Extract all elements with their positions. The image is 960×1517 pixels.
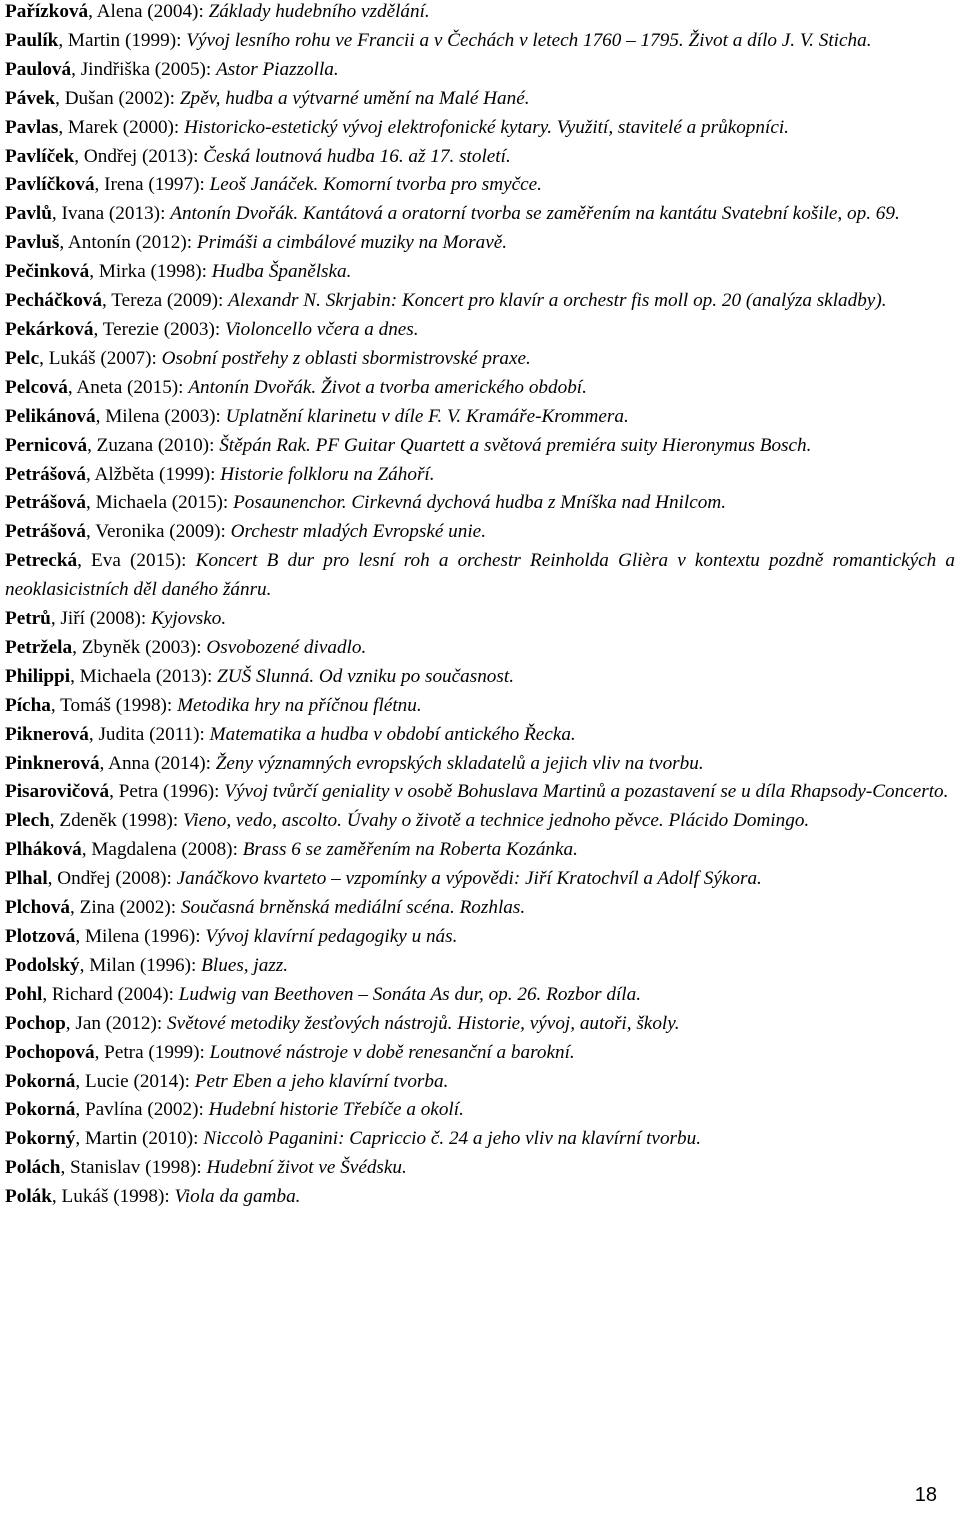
thesis-title: ZUŠ Slunná. Od vzniku po současnost. bbox=[217, 665, 514, 687]
thesis-title: Kyjovsko. bbox=[151, 608, 227, 630]
author-surname: Plchová bbox=[5, 897, 71, 919]
bibliography-entry bbox=[5, 403, 955, 432]
author-surname: Plháková bbox=[5, 839, 82, 861]
author-surname: Pavlů bbox=[5, 203, 52, 225]
author-surname: Pelikánová bbox=[5, 405, 96, 427]
author-firstname-year: , Michaela (2015): bbox=[86, 492, 234, 514]
author-surname: Paulová bbox=[5, 58, 72, 80]
author-surname: Pavlas bbox=[5, 116, 59, 138]
thesis-title: Vieno, vedo, ascolto. Úvahy o životě a technice jednoho pěvce. Plácido Domingo. bbox=[182, 810, 810, 832]
author-surname: Pohl bbox=[5, 983, 43, 1005]
author-firstname-year: , Milan (1996): bbox=[79, 954, 202, 976]
thesis-title: Historicko-estetický vývoj elektrofonické kytary. Využití, stavitelé a průkopníci. bbox=[184, 116, 789, 138]
bibliography-entry bbox=[5, 27, 955, 56]
author-surname: Pisarovičová bbox=[5, 781, 110, 803]
author-surname: Pařízková bbox=[5, 1, 89, 22]
author-firstname-year: , Zina (2002): bbox=[70, 897, 181, 919]
bibliography-entry bbox=[5, 1183, 955, 1212]
bibliography-entry bbox=[5, 143, 955, 172]
author-firstname-year: , Ondřej (2013): bbox=[74, 145, 204, 167]
author-firstname-year: , Zdeněk (1998): bbox=[49, 810, 183, 832]
author-surname: Pochopová bbox=[5, 1041, 95, 1063]
bibliography-entry bbox=[5, 316, 955, 345]
author-firstname-year: , Mirka (1998): bbox=[89, 261, 212, 283]
thesis-title: Violoncello včera a dnes. bbox=[224, 318, 419, 340]
bibliography-entry bbox=[5, 432, 955, 461]
author-firstname-year: , Magdalena (2008): bbox=[81, 839, 243, 861]
author-surname: Petrů bbox=[5, 608, 51, 630]
bibliography-entry bbox=[5, 345, 955, 374]
author-surname: Paulík bbox=[5, 29, 59, 51]
author-surname: Pavlíčková bbox=[5, 174, 95, 196]
bibliography-entry bbox=[5, 981, 955, 1010]
bibliography-entry bbox=[5, 229, 955, 258]
author-surname: Pícha bbox=[5, 694, 51, 716]
author-surname: Pečinková bbox=[5, 261, 90, 283]
bibliography-entry bbox=[5, 287, 955, 316]
author-firstname-year: , Petra (1999): bbox=[94, 1041, 210, 1063]
bibliography-entry bbox=[5, 1039, 955, 1068]
author-firstname-year: , Marek (2000): bbox=[58, 116, 185, 138]
author-surname: Podolský bbox=[5, 954, 80, 976]
author-surname: Pinknerová bbox=[5, 752, 100, 774]
thesis-title: Primáši a cimbálové muziky na Moravě. bbox=[196, 232, 508, 254]
bibliography-entry bbox=[5, 489, 955, 518]
thesis-title: Antonín Dvořák. Život a tvorba amerického období. bbox=[188, 376, 587, 398]
thesis-title: Štěpán Rak. PF Guitar Quartett a světová premiéra suity Hieronymus Bosch. bbox=[219, 434, 812, 456]
author-firstname-year: , Richard (2004): bbox=[42, 983, 179, 1005]
author-firstname-year: , Ivana (2013): bbox=[51, 203, 171, 225]
author-firstname-year: , Alena (2004): bbox=[88, 1, 209, 22]
author-surname: Pokorná bbox=[5, 1070, 76, 1092]
thesis-title: Současná brněnská mediální scéna. Rozhlas. bbox=[180, 897, 526, 919]
bibliography-entry bbox=[5, 836, 955, 865]
thesis-title: Alexandr N. Skrjabin: Koncert pro klavír a orchestr fis moll op. 20 (analýza skladby). bbox=[228, 290, 887, 312]
author-surname: Pelcová bbox=[5, 376, 68, 398]
author-firstname-year: , Veronika (2009): bbox=[86, 521, 231, 543]
thesis-title: Osobní postřehy z oblasti sbormistrovské praxe. bbox=[161, 347, 531, 369]
author-firstname-year: , Stanislav (1998): bbox=[60, 1157, 207, 1179]
bibliography-entry bbox=[5, 200, 955, 229]
bibliography-entry bbox=[5, 721, 955, 750]
author-firstname-year: , Tomáš (1998): bbox=[50, 694, 178, 716]
author-firstname-year: , Martin (2010): bbox=[75, 1128, 204, 1150]
thesis-title: Orchestr mladých Evropské unie. bbox=[230, 521, 486, 543]
author-firstname-year: , Jiří (2008): bbox=[50, 608, 152, 630]
author-firstname-year: , Dušan (2002): bbox=[55, 87, 180, 109]
thesis-title: Antonín Dvořák. Kantátová a oratorní tvorba se zaměřením na kantátu Svatební košile, op. 69. bbox=[170, 203, 900, 225]
bibliography-entry bbox=[5, 865, 955, 894]
author-firstname-year: , Irena (1997): bbox=[94, 174, 210, 196]
author-firstname-year: , Eva (2015): bbox=[77, 550, 196, 572]
author-firstname-year: , Alžběta (1999): bbox=[86, 463, 221, 485]
author-surname: Plotzová bbox=[5, 926, 76, 947]
author-firstname-year: , Terezie (2003): bbox=[93, 318, 225, 340]
bibliography-entry bbox=[5, 547, 955, 605]
author-surname: Pokorný bbox=[5, 1128, 76, 1150]
bibliography-list bbox=[5, 0, 955, 1212]
author-surname: Pernicová bbox=[5, 434, 88, 456]
bibliography-entry bbox=[5, 807, 955, 836]
bibliography-entry bbox=[5, 85, 955, 114]
thesis-title: Posaunenchor. Cirkevná dychová hudba z Mníška nad Hnilcom. bbox=[233, 492, 726, 514]
bibliography-entry bbox=[5, 1068, 955, 1097]
thesis-title: Hudební život ve Švédsku. bbox=[206, 1157, 407, 1179]
author-surname: Plhal bbox=[5, 868, 48, 890]
page-number: 18 bbox=[914, 1484, 937, 1506]
thesis-title: Niccolò Paganini: Capriccio č. 24 a jeho vliv na klavírní tvorbu. bbox=[203, 1128, 701, 1150]
bibliography-entry bbox=[5, 1154, 955, 1183]
thesis-title: Brass 6 se zaměřením na Roberta Kozánka. bbox=[242, 839, 578, 861]
author-surname: Pekárková bbox=[5, 318, 94, 340]
author-surname: Philippi bbox=[5, 665, 71, 687]
thesis-title: Leoš Janáček. Komorní tvorba pro smyčce. bbox=[209, 174, 542, 196]
thesis-title: Loutnové nástroje v době renesanční a barokní. bbox=[209, 1041, 575, 1063]
author-firstname-year: , Zbyněk (2003): bbox=[72, 636, 207, 658]
author-surname: Polák bbox=[5, 1186, 52, 1208]
bibliography-entry bbox=[5, 518, 955, 547]
author-surname: Pavlíček bbox=[5, 145, 75, 167]
author-surname: Pochop bbox=[5, 1012, 66, 1034]
bibliography-entry bbox=[5, 56, 955, 85]
bibliography-entry bbox=[5, 461, 955, 490]
thesis-title: Astor Piazzolla. bbox=[216, 58, 339, 80]
bibliography-entry bbox=[5, 952, 955, 981]
author-surname: Pelc bbox=[5, 347, 40, 369]
thesis-title: Vývoj tvůrčí geniality v osobě Bohuslava Martinů a pozastavení se u díla Rhapsody-Concerto. bbox=[224, 781, 949, 803]
thesis-title: Ženy významných evropských skladatelů a jejich vliv na tvorbu. bbox=[215, 752, 704, 774]
thesis-title: Petr Eben a jeho klavírní tvorba. bbox=[194, 1070, 449, 1092]
author-firstname-year: , Michaela (2013): bbox=[70, 665, 218, 687]
thesis-title: Vývoj klavírní pedagogiky u nás. bbox=[205, 926, 458, 947]
thesis-title: Historie folkloru na Záhoří. bbox=[220, 463, 435, 485]
author-firstname-year: , Lucie (2014): bbox=[75, 1070, 195, 1092]
thesis-title: Viola da gamba. bbox=[174, 1186, 301, 1208]
author-surname: Pokorná bbox=[5, 1099, 76, 1121]
bibliography-entry bbox=[5, 0, 955, 27]
thesis-title: Základy hudebního vzdělání. bbox=[208, 1, 430, 22]
thesis-title: Ludwig van Beethoven – Sonáta As dur, op. 26. Rozbor díla. bbox=[178, 983, 642, 1005]
thesis-title: Osvobozené divadlo. bbox=[206, 636, 367, 658]
author-surname: Petrecká bbox=[5, 550, 78, 572]
author-firstname-year: , Zuzana (2010): bbox=[87, 434, 220, 456]
bibliography-entry bbox=[5, 634, 955, 663]
thesis-title: Blues, jazz. bbox=[201, 954, 289, 976]
thesis-title: Světové metodiky žesťových nástrojů. Historie, vývoj, autoři, školy. bbox=[167, 1012, 680, 1034]
bibliography-entry bbox=[5, 692, 955, 721]
author-firstname-year: , Ondřej (2008): bbox=[47, 868, 177, 890]
bibliography-entry bbox=[5, 171, 955, 200]
author-firstname-year: , Pavlína (2002): bbox=[75, 1099, 209, 1121]
bibliography-entry bbox=[5, 894, 955, 923]
thesis-title: Uplatnění klarinetu v díle F. V. Kramáře-Krommera. bbox=[225, 405, 629, 427]
bibliography-entry bbox=[5, 374, 955, 403]
bibliography-entry bbox=[5, 605, 955, 634]
author-surname: Pávek bbox=[5, 87, 56, 109]
bibliography-entry bbox=[5, 1125, 955, 1154]
bibliography-entry bbox=[5, 778, 955, 807]
thesis-title: Koncert B dur pro lesní roh a orchestr Reinholda Glièra v kontextu pozdně romantických a neoklasicistních děl daného žánru. bbox=[5, 550, 955, 601]
bibliography-entry bbox=[5, 114, 955, 143]
author-firstname-year: , Anna (2014): bbox=[99, 752, 216, 774]
thesis-title: Vývoj lesního rohu ve Francii a v Čechách v letech 1760 – 1795. Život a dílo J. V. Sticha. bbox=[186, 29, 872, 51]
author-surname: Pecháčková bbox=[5, 290, 102, 312]
bibliography-entry bbox=[5, 258, 955, 287]
author-firstname-year: , Aneta (2015): bbox=[67, 376, 189, 398]
author-surname: Polách bbox=[5, 1157, 61, 1179]
author-surname: Petržela bbox=[5, 636, 73, 658]
author-firstname-year: , Martin (1999): bbox=[58, 29, 187, 51]
author-firstname-year: , Lukáš (1998): bbox=[51, 1186, 175, 1208]
thesis-title: Česká loutnová hudba 16. až 17. století. bbox=[203, 145, 511, 167]
author-firstname-year: , Lukáš (2007): bbox=[39, 347, 162, 369]
author-surname: Plech bbox=[5, 810, 50, 832]
thesis-title: Metodika hry na příčnou flétnu. bbox=[177, 694, 422, 716]
bibliography-entry bbox=[5, 1096, 955, 1125]
thesis-title: Hudba Španělska. bbox=[211, 261, 352, 283]
author-firstname-year: , Tereza (2009): bbox=[102, 290, 229, 312]
author-surname: Petrášová bbox=[5, 492, 86, 514]
bibliography-entry bbox=[5, 1010, 955, 1039]
author-firstname-year: , Jindřiška (2005): bbox=[71, 58, 217, 80]
thesis-title: Matematika a hudba v období antického Řecka. bbox=[209, 723, 576, 745]
author-surname: Petrášová bbox=[5, 521, 86, 543]
bibliography-entry bbox=[5, 750, 955, 779]
author-firstname-year: , Petra (1996): bbox=[109, 781, 225, 803]
author-firstname-year: , Jan (2012): bbox=[65, 1012, 168, 1034]
author-firstname-year: , Milena (1996): bbox=[75, 926, 206, 947]
thesis-title: Janáčkovo kvarteto – vzpomínky a výpovědi: Jiří Kratochvíl a Adolf Sýkora. bbox=[176, 868, 762, 890]
author-surname: Petrášová bbox=[5, 463, 86, 485]
author-surname: Piknerová bbox=[5, 723, 89, 745]
thesis-title: Zpěv, hudba a výtvarné umění na Malé Hané. bbox=[179, 87, 530, 109]
author-surname: Pavluš bbox=[5, 232, 60, 254]
thesis-title: Hudební historie Třebíče a okolí. bbox=[208, 1099, 464, 1121]
author-firstname-year: , Antonín (2012): bbox=[59, 232, 197, 254]
author-firstname-year: , Milena (2003): bbox=[95, 405, 226, 427]
author-firstname-year: , Judita (2011): bbox=[88, 723, 210, 745]
bibliography-entry bbox=[5, 663, 955, 692]
bibliography-entry bbox=[5, 923, 955, 952]
